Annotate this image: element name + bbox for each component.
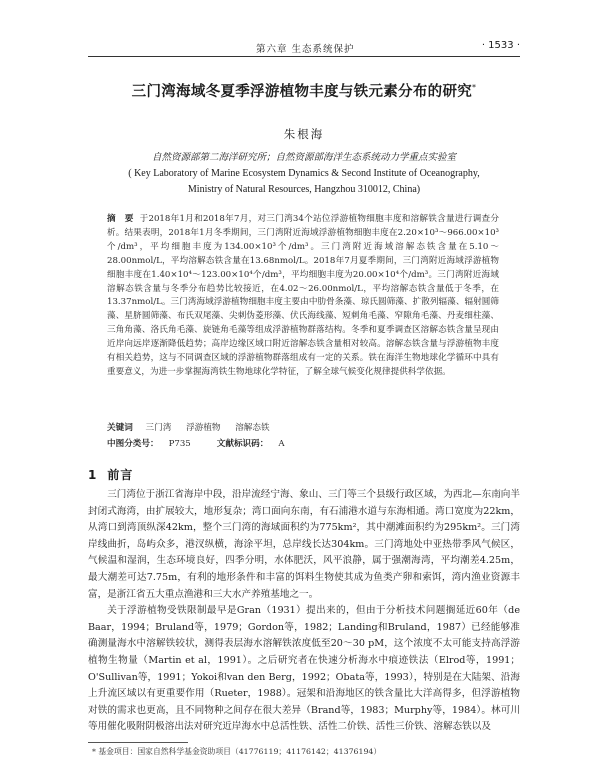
doc-code-label: 文献标识码： <box>216 439 269 449</box>
abstract-text: 于2018年1月和2018年7月，对三门湾34个站位浮游植物细胞丰度和溶解铁含量进行调查分析。结果表明，2018年1月冬季期间，三门湾附近海域浮游植物细胞丰度在2.20×10³～966.00×10³个/dm³，平均细胞丰度为134.00×10³个/dm³。三门湾附近海域溶解态铁含量在5.10～28.00nmol/L，平均溶解态铁含量在13.68nmol/L。2018年7月夏季期间，三门湾附近海域浮游植物细胞丰度在1.40×10⁴～123.00×10⁴个/dm³，平均细胞丰度为20.00×10⁴个/dm³。三门湾附近海域溶解态铁含量与冬季分布趋势比较接近，在4.02～26.00nmol/L，平均溶解态铁含量低于冬季，在13.37nmol/L。三门湾海域浮游植物细胞丰度主要由中肋骨条藻、琼氏圆筛藻、扩散列辐藻、辐射圆筛藻、星脐圆筛藻、布氏双尾藻、尖刺伪菱形藻、伏氏海线藻、短刺角毛藻、窄隙角毛藻、丹麦细柱藻、三角角藻、洛氏角毛藻、旋链角毛藻等组成浮游植物群落结构。冬季和夏季调查区溶解态铁含量呈现由近岸向远岸逐渐降低趋势；高岸边缘区域口附近溶解态铁含量相对较高。溶解态铁含量与浮游植物丰度有相关趋势，这与不同调查区域的浮游植物群落组成有一定的关系。铁在海洋生物地球化学循环中具有重要意义，为进一步掌握海湾铁生物地球化学特征，了解全球气候变化规律提供科学依据。 <box>107 214 499 377</box>
title-footnote-mark: * <box>472 83 477 93</box>
body-paragraph: 三门湾位于浙江省海岸中段，沿岸流经宁海、象山、三门等三个县级行政区域，为西北—东南向半封闭式海湾，由扩展较大，地形复杂；湾口面向东南，有石浦港水道与东海相通。湾口宽度为22km，从湾口到湾顶纵深42km，整个三门湾的海域面积约为775km²，其中潮滩面积约为295km²。三门湾岸线曲折，岛屿众多，港汊纵横，海涂平坦，总岸线长达304km。三门湾地处中亚热带季风气候区，气候温和湿润，生态环境良好，四季分明，水体肥沃，风平浪静，属于强潮海湾，平均潮差4.25m，最大潮差可达7.75m，有利的地形条件和丰富的饵料生物使其成为鱼类产卵和索饵，湾内渔业资源丰富，是浙江省五大重点渔港和三大水产养殖基地之一。 <box>88 489 520 600</box>
abstract <box>107 213 499 380</box>
running-header <box>88 40 520 57</box>
section-number: 1 <box>88 468 98 482</box>
keyword-item: 三门湾 <box>145 423 172 433</box>
footnote: * 基金项目：国家自然科学基金资助项目（41776119；41176142；41376194） <box>92 747 382 756</box>
keywords <box>107 421 499 433</box>
body-paragraph: 关于浮游植物受铁限制最早是Gran（1931）提出来的，但由于分析技术问题搁延近60年（de Baar，1994；Bruland等，1979；Gordon等，1982；Landing和Bruland，1987）已经能够准确测量海水中溶解铁较状，测得表层海水溶解铁浓度低至20～30 pM，这个浓度不太可能支持高浮游植物生物量（Martin et al，1991）。之后研究者在快速分析海水中痕迹铁法（Elrod等，1991；O'Sullivan等，1991；Yokoi和van den Berg，1992；Obata等，1993），特别是在大陆架、沿海上升流区域以有更重要作用（Rueter，1988）。冠架和沿海地区的铁含量比大洋高得多，但浮游植物对铁的需求也更高，且不同物种之间存在很大差异（Brand等，1983；Murphy等，1984）。林可川等用催化吸附阴极溶出法对研究近岸海水中总活性铁、活性二价铁、活性三价铁、溶解态铁以及 <box>88 605 520 733</box>
abstract-label: 摘 要 <box>107 214 134 224</box>
section-heading <box>88 466 133 483</box>
section-title: 前言 <box>107 468 134 482</box>
paper-title <box>88 80 520 101</box>
paper-title-text: 三门湾海域冬夏季浮游植物丰度与铁元素分布的研究 <box>131 84 473 100</box>
keyword-item: 浮游植物 <box>186 423 221 433</box>
keywords-label: 关键词 <box>107 423 133 433</box>
affiliation-english-line-1: ( Key Laboratory of Marine Ecosystem Dynamics & Second Institute of Oceanography, <box>128 168 480 179</box>
classification-line <box>107 437 499 449</box>
affiliation-chinese: 自然资源部第二海洋研究所；自然资源部海洋生态系统动力学重点实验室 <box>151 152 456 163</box>
page-number: · 1533 · <box>481 40 520 51</box>
footnote-divider <box>88 742 188 743</box>
affiliation-english-line-2: Ministry of Natural Resources, Hangzhou 310012, China) <box>187 184 421 195</box>
doc-code-value: A <box>278 439 285 449</box>
clc-label: 中图分类号： <box>107 439 159 449</box>
author-name: 朱根海 <box>283 127 325 141</box>
running-header-section: 第六章 生态系统保护 <box>256 44 355 55</box>
keyword-item: 溶解态铁 <box>235 423 270 433</box>
clc-value: P735 <box>168 439 191 449</box>
affiliation-english <box>88 166 520 198</box>
section-body <box>88 487 520 736</box>
